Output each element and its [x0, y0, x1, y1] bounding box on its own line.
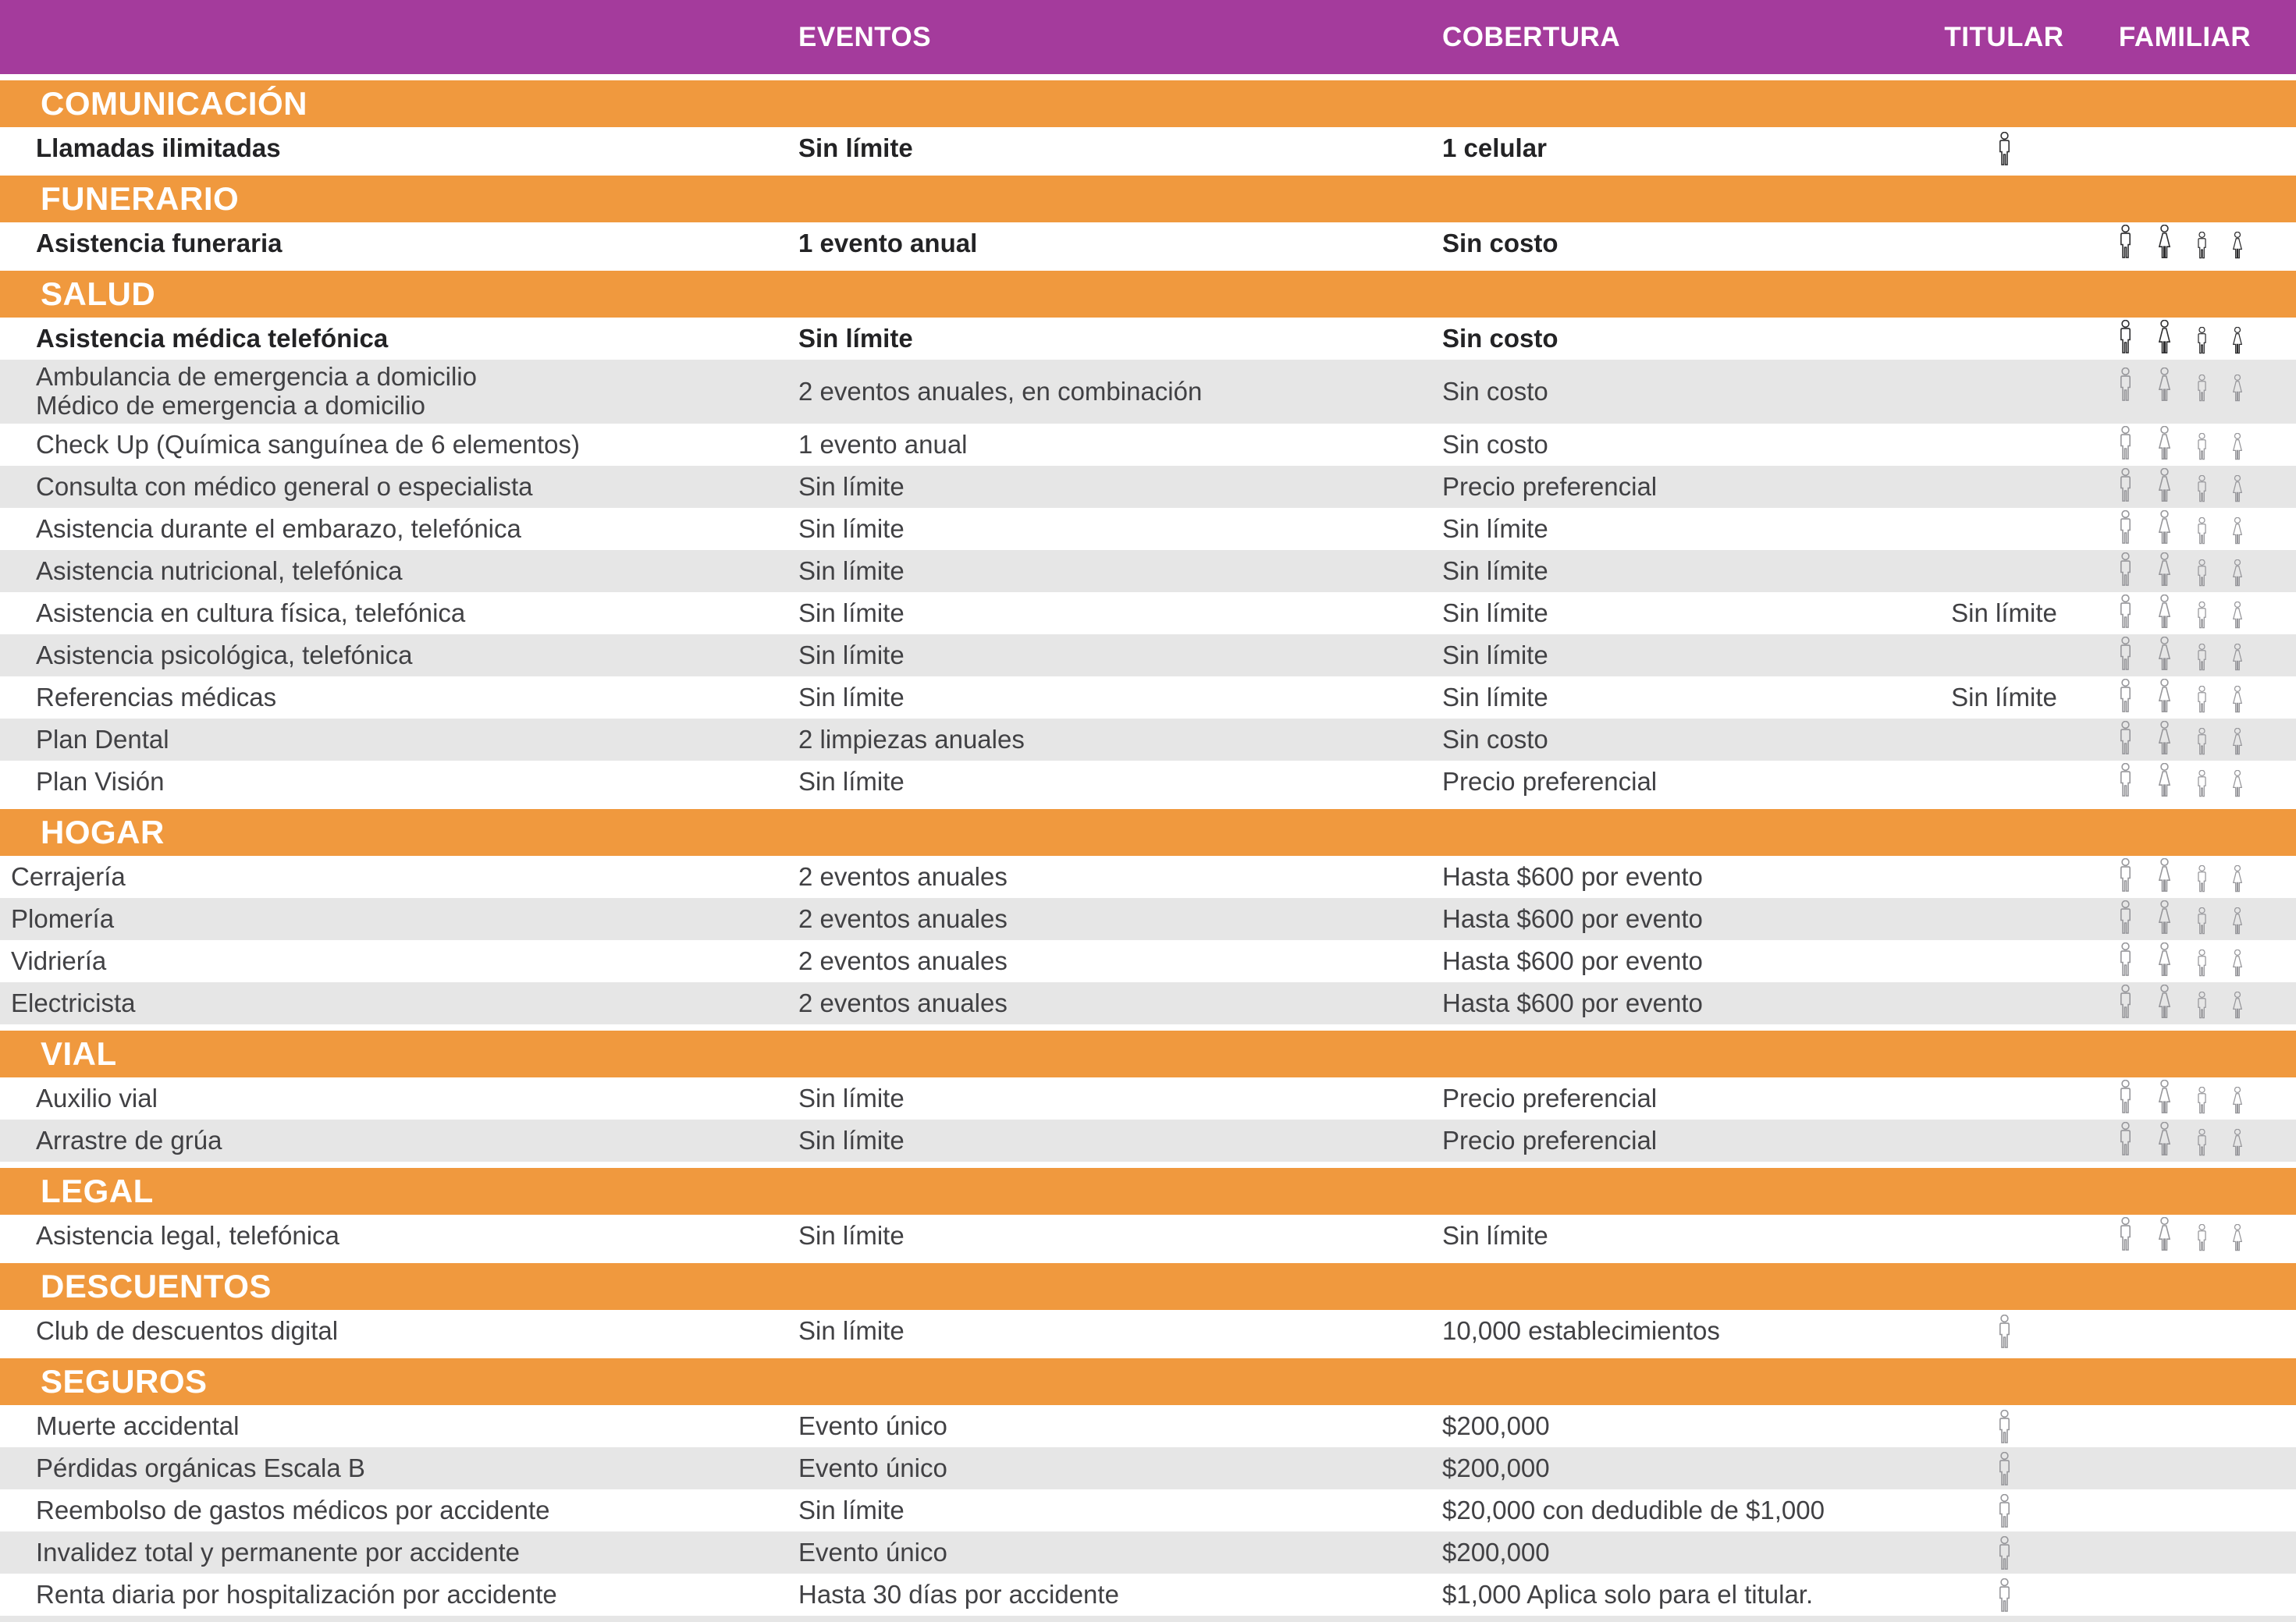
- eventos-value: Sin límite: [798, 133, 913, 162]
- man-icon: [2117, 637, 2134, 671]
- table-header: [0, 0, 2296, 74]
- titular-cell: [1891, 1492, 2117, 1528]
- familiar-cell: [2117, 510, 2296, 548]
- service-name: Asistencia durante el embarazo, telefónica: [36, 513, 521, 543]
- eventos-value: Sin límite: [798, 683, 905, 712]
- man-icon: [2117, 721, 2134, 755]
- section-title: SALUD: [41, 275, 156, 312]
- cobertura-value: Sin costo: [1442, 229, 1559, 257]
- familiar-cell: [2117, 320, 2296, 357]
- man-icon: [2117, 900, 2134, 935]
- eventos-value: 1 evento anual: [798, 430, 968, 459]
- service-name: Arrastre de grúa: [36, 1125, 222, 1155]
- cobertura-value: Sin costo: [1442, 377, 1548, 406]
- table-row: [0, 1215, 2296, 1257]
- service-name: Pérdidas orgánicas Escala B: [36, 1453, 365, 1482]
- titular-cell: [1891, 598, 2117, 628]
- eventos-value: Sin límite: [798, 641, 905, 669]
- table-row: [0, 898, 2296, 940]
- girl-icon: [2230, 644, 2245, 671]
- familiar-cell: [2117, 721, 2296, 758]
- table-row: [0, 1489, 2296, 1531]
- man-icon: [2117, 367, 2134, 402]
- section-gap: [0, 1352, 2296, 1358]
- table-row: [0, 318, 2296, 360]
- section-header-salud: [0, 271, 2296, 318]
- eventos-value: 2 eventos anuales, en combinación: [798, 377, 1203, 406]
- service-name: Asistencia médica telefónica: [36, 323, 389, 353]
- eventos-value: 1 evento anual: [798, 229, 978, 257]
- eventos-value: 2 limpiezas anuales: [798, 725, 1025, 754]
- girl-icon: [2230, 865, 2245, 893]
- boy-icon: [2195, 433, 2209, 460]
- man-icon: [2117, 320, 2134, 354]
- cobertura-value: Sin límite: [1442, 683, 1548, 712]
- section-header-funerario: [0, 176, 2296, 222]
- eventos-value: 2 eventos anuales: [798, 904, 1008, 933]
- familiar-cell: [2117, 1080, 2296, 1117]
- girl-icon: [2230, 907, 2245, 935]
- titular-cell: [1891, 683, 2117, 712]
- familiar-cell: [2117, 1425, 2296, 1428]
- eventos-value: Sin límite: [798, 556, 905, 585]
- service-name: Consulta con médico general o especialista: [36, 471, 533, 501]
- service-name: Renta diaria por hospitalización por accidente: [36, 1579, 557, 1609]
- familiar-cell: [2117, 942, 2296, 980]
- titular-cell: [1891, 1535, 2117, 1571]
- cobertura-value: Hasta $600 por evento: [1442, 946, 1703, 975]
- cobertura-value: 10,000 establecimientos: [1442, 1316, 1720, 1345]
- section-header-hogar: [0, 809, 2296, 856]
- familiar-cell: [2117, 1217, 2296, 1255]
- woman-icon: [2155, 679, 2174, 713]
- table-row: [0, 856, 2296, 898]
- man-icon: [2117, 1080, 2134, 1114]
- girl-icon: [2230, 992, 2245, 1019]
- titular-cell: [1891, 130, 2117, 166]
- boy-icon: [2195, 232, 2209, 259]
- girl-icon: [2230, 686, 2245, 713]
- cobertura-value: $200,000: [1442, 1411, 1550, 1440]
- boy-icon: [2195, 517, 2209, 545]
- cobertura-value: Hasta $600 por evento: [1442, 862, 1703, 891]
- table-row: [0, 634, 2296, 676]
- table-row: [0, 466, 2296, 508]
- boy-icon: [2195, 1129, 2209, 1156]
- section-header-seguros: [0, 1358, 2296, 1405]
- boy-icon: [2195, 1087, 2209, 1114]
- eventos-value: Sin límite: [798, 1221, 905, 1250]
- boy-icon: [2195, 644, 2209, 671]
- eventos-value: Sin límite: [798, 1496, 905, 1524]
- woman-icon: [2155, 858, 2174, 893]
- table-row: [0, 592, 2296, 634]
- section-gap: [0, 803, 2296, 809]
- boy-icon: [2195, 374, 2209, 402]
- familiar-cell: [2117, 552, 2296, 590]
- section-header-legal: [0, 1168, 2296, 1215]
- man-icon: [2117, 468, 2134, 502]
- eventos-value: Sin límite: [798, 1316, 905, 1345]
- table-body: [0, 74, 2296, 1616]
- girl-icon: [2230, 232, 2245, 259]
- service-name: Auxilio vial: [36, 1083, 158, 1113]
- eventos-value: 2 eventos anuales: [798, 946, 1008, 975]
- familiar-cell: [2117, 225, 2296, 262]
- service-name: Ambulancia de emergencia a domicilio Médico de emergencia a domicilio: [36, 362, 477, 420]
- table-row: [0, 1447, 2296, 1489]
- cobertura-value: Hasta $600 por evento: [1442, 904, 1703, 933]
- section-hogar: [0, 803, 2296, 1024]
- boy-icon: [2195, 475, 2209, 502]
- cobertura-value: Sin límite: [1442, 598, 1548, 627]
- man-icon: [2117, 985, 2134, 1019]
- cobertura-value: Sin límite: [1442, 556, 1548, 585]
- section-title: SEGUROS: [41, 1363, 208, 1400]
- familiar-cell: [2117, 1509, 2296, 1512]
- table-row: [0, 550, 2296, 592]
- girl-icon: [2230, 1224, 2245, 1251]
- familiar-cell: [2117, 900, 2296, 938]
- familiar-cell: [2117, 858, 2296, 896]
- person-icon: [1996, 1536, 2013, 1571]
- woman-icon: [2155, 637, 2174, 671]
- familiar-cell: [2117, 426, 2296, 463]
- man-icon: [2117, 942, 2134, 977]
- section-header-descuentos: [0, 1263, 2296, 1310]
- service-name: Club de descuentos digital: [36, 1315, 339, 1345]
- woman-icon: [2155, 426, 2174, 460]
- man-icon: [2117, 679, 2134, 713]
- table-row: [0, 222, 2296, 264]
- woman-icon: [2155, 552, 2174, 587]
- column-header-eventos: EVENTOS: [798, 21, 932, 52]
- woman-icon: [2155, 225, 2174, 259]
- titular-cell: [1891, 1450, 2117, 1486]
- eventos-value: Evento único: [798, 1453, 947, 1482]
- familiar-cell: [2117, 147, 2296, 150]
- service-name: Asistencia psicológica, telefónica: [36, 640, 413, 669]
- bottom-strip: [0, 1616, 2296, 1622]
- service-name: Electricista: [11, 988, 136, 1017]
- service-name: Plan Visión: [36, 766, 165, 796]
- table-row: [0, 982, 2296, 1024]
- section-header-comunicacion: [0, 80, 2296, 127]
- boy-icon: [2195, 992, 2209, 1019]
- section-title: COMUNICACIÓN: [41, 85, 307, 122]
- eventos-value: 2 eventos anuales: [798, 862, 1008, 891]
- titular-cell: [1891, 1313, 2117, 1349]
- cobertura-value: Precio preferencial: [1442, 767, 1658, 796]
- man-icon: [2117, 225, 2134, 259]
- section-gap: [0, 1257, 2296, 1263]
- eventos-value: Evento único: [798, 1411, 947, 1440]
- cobertura-value: Sin costo: [1442, 324, 1559, 353]
- woman-icon: [2155, 320, 2174, 354]
- girl-icon: [2230, 1087, 2245, 1114]
- cobertura-value: 1 celular: [1442, 133, 1547, 162]
- familiar-cell: [2117, 1329, 2296, 1333]
- man-icon: [2117, 763, 2134, 797]
- cobertura-value: Sin límite: [1442, 514, 1548, 543]
- eventos-value: Sin límite: [798, 324, 913, 353]
- titular-cell: [1891, 1408, 2117, 1444]
- section-gap: [0, 1024, 2296, 1031]
- girl-icon: [2230, 374, 2245, 402]
- woman-icon: [2155, 468, 2174, 502]
- man-icon: [2117, 552, 2134, 587]
- section-legal: [0, 1162, 2296, 1257]
- familiar-cell: [2117, 1467, 2296, 1470]
- section-comunicacion: [0, 74, 2296, 169]
- woman-icon: [2155, 367, 2174, 402]
- boy-icon: [2195, 559, 2209, 587]
- girl-icon: [2230, 1129, 2245, 1156]
- woman-icon: [2155, 1217, 2174, 1251]
- cobertura-value: $1,000 Aplica solo para el titular.: [1442, 1580, 1814, 1609]
- cobertura-value: Sin límite: [1442, 1221, 1548, 1250]
- eventos-value: Sin límite: [798, 767, 905, 796]
- familiar-cell: [2117, 367, 2296, 416]
- section-title: FUNERARIO: [41, 180, 240, 217]
- section-title: LEGAL: [41, 1173, 154, 1209]
- service-name: Llamadas ilimitadas: [36, 133, 281, 162]
- woman-icon: [2155, 1122, 2174, 1156]
- person-icon: [1996, 1578, 2013, 1613]
- woman-icon: [2155, 900, 2174, 935]
- titular-value: Sin límite: [1951, 683, 2057, 712]
- person-icon: [1996, 1410, 2013, 1444]
- eventos-value: Sin límite: [798, 1084, 905, 1113]
- section-gap: [0, 74, 2296, 80]
- eventos-value: Sin límite: [798, 514, 905, 543]
- cobertura-value: $200,000: [1442, 1453, 1550, 1482]
- service-name: Cerrajería: [11, 861, 126, 891]
- boy-icon: [2195, 686, 2209, 713]
- cobertura-value: Precio preferencial: [1442, 1084, 1658, 1113]
- familiar-cell: [2117, 679, 2296, 716]
- woman-icon: [2155, 985, 2174, 1019]
- titular-value: Sin límite: [1951, 598, 2057, 627]
- service-name: Asistencia nutricional, telefónica: [36, 555, 403, 585]
- eventos-value: Hasta 30 días por accidente: [798, 1580, 1119, 1609]
- section-salud: [0, 264, 2296, 803]
- woman-icon: [2155, 510, 2174, 545]
- girl-icon: [2230, 327, 2245, 354]
- section-gap: [0, 264, 2296, 271]
- section-gap: [0, 169, 2296, 176]
- section-gap: [0, 1162, 2296, 1168]
- table-row: [0, 127, 2296, 169]
- table-row: [0, 719, 2296, 761]
- cobertura-value: Sin costo: [1442, 430, 1548, 459]
- section-title: VIAL: [41, 1035, 117, 1072]
- titular-cell: [1891, 1577, 2117, 1613]
- eventos-value: Sin límite: [798, 472, 905, 501]
- girl-icon: [2230, 517, 2245, 545]
- man-icon: [2117, 1122, 2134, 1156]
- girl-icon: [2230, 949, 2245, 977]
- table-row: [0, 508, 2296, 550]
- column-header-cobertura: COBERTURA: [1442, 21, 1621, 52]
- service-name: Asistencia legal, telefónica: [36, 1220, 339, 1250]
- table-row: [0, 940, 2296, 982]
- girl-icon: [2230, 602, 2245, 629]
- man-icon: [2117, 1217, 2134, 1251]
- eventos-value: Sin límite: [798, 598, 905, 627]
- man-icon: [2117, 594, 2134, 629]
- boy-icon: [2195, 728, 2209, 755]
- girl-icon: [2230, 770, 2245, 797]
- familiar-cell: [2117, 1122, 2296, 1159]
- familiar-cell: [2117, 985, 2296, 1022]
- cobertura-value: Precio preferencial: [1442, 472, 1658, 501]
- boy-icon: [2195, 949, 2209, 977]
- familiar-cell: [2117, 637, 2296, 674]
- familiar-cell: [2117, 468, 2296, 506]
- woman-icon: [2155, 763, 2174, 797]
- table-row: [0, 1310, 2296, 1352]
- man-icon: [2117, 510, 2134, 545]
- girl-icon: [2230, 475, 2245, 502]
- woman-icon: [2155, 721, 2174, 755]
- woman-icon: [2155, 1080, 2174, 1114]
- service-name: Asistencia en cultura física, telefónica: [36, 598, 466, 627]
- service-name: Check Up (Química sanguínea de 6 elementos): [36, 429, 581, 459]
- section-vial: [0, 1024, 2296, 1162]
- woman-icon: [2155, 594, 2174, 629]
- cobertura-value: Sin límite: [1442, 641, 1548, 669]
- boy-icon: [2195, 1224, 2209, 1251]
- section-header-vial: [0, 1031, 2296, 1077]
- service-name: Asistencia funeraria: [36, 228, 283, 257]
- column-header-titular: TITULAR: [1944, 21, 2064, 52]
- eventos-value: Evento único: [798, 1538, 947, 1567]
- woman-icon: [2155, 942, 2174, 977]
- person-icon: [1996, 132, 2013, 166]
- eventos-value: Sin límite: [798, 1126, 905, 1155]
- column-header-familiar: FAMILIAR: [2118, 21, 2252, 52]
- table-row: [0, 1531, 2296, 1574]
- man-icon: [2117, 426, 2134, 460]
- section-descuentos: [0, 1257, 2296, 1352]
- table-row: [0, 761, 2296, 803]
- section-title: HOGAR: [41, 814, 165, 850]
- person-icon: [1996, 1494, 2013, 1528]
- table-row: [0, 1077, 2296, 1120]
- cobertura-value: $200,000: [1442, 1538, 1550, 1567]
- girl-icon: [2230, 433, 2245, 460]
- familiar-cell: [2117, 594, 2296, 632]
- table-row: [0, 1574, 2296, 1616]
- girl-icon: [2230, 559, 2245, 587]
- person-icon: [1996, 1315, 2013, 1349]
- service-name: Reembolso de gastos médicos por accidente: [36, 1495, 550, 1524]
- section-funerario: [0, 169, 2296, 264]
- section-seguros: [0, 1352, 2296, 1616]
- familiar-cell: [2117, 1551, 2296, 1554]
- boy-icon: [2195, 907, 2209, 935]
- service-name: Muerte accidental: [36, 1411, 240, 1440]
- table-row: [0, 676, 2296, 719]
- service-name: Plan Dental: [36, 724, 169, 754]
- person-icon: [1996, 1452, 2013, 1486]
- service-name: Plomería: [11, 903, 115, 933]
- familiar-cell: [2117, 1593, 2296, 1596]
- table-row: [0, 1405, 2296, 1447]
- cobertura-value: Precio preferencial: [1442, 1126, 1658, 1155]
- service-name: Referencias médicas: [36, 682, 277, 712]
- cobertura-value: Sin costo: [1442, 725, 1548, 754]
- boy-icon: [2195, 602, 2209, 629]
- familiar-cell: [2117, 763, 2296, 800]
- section-title: DESCUENTOS: [41, 1268, 272, 1304]
- cobertura-value: $20,000 con dedudible de $1,000: [1442, 1496, 1825, 1524]
- boy-icon: [2195, 327, 2209, 354]
- table-row: [0, 424, 2296, 466]
- table-row: [0, 360, 2296, 424]
- service-name: Invalidez total y permanente por accidente: [36, 1537, 521, 1567]
- cobertura-value: Hasta $600 por evento: [1442, 988, 1703, 1017]
- man-icon: [2117, 858, 2134, 893]
- girl-icon: [2230, 728, 2245, 755]
- boy-icon: [2195, 770, 2209, 797]
- eventos-value: 2 eventos anuales: [798, 988, 1008, 1017]
- boy-icon: [2195, 865, 2209, 893]
- table-row: [0, 1120, 2296, 1162]
- service-name: Vidriería: [11, 946, 107, 975]
